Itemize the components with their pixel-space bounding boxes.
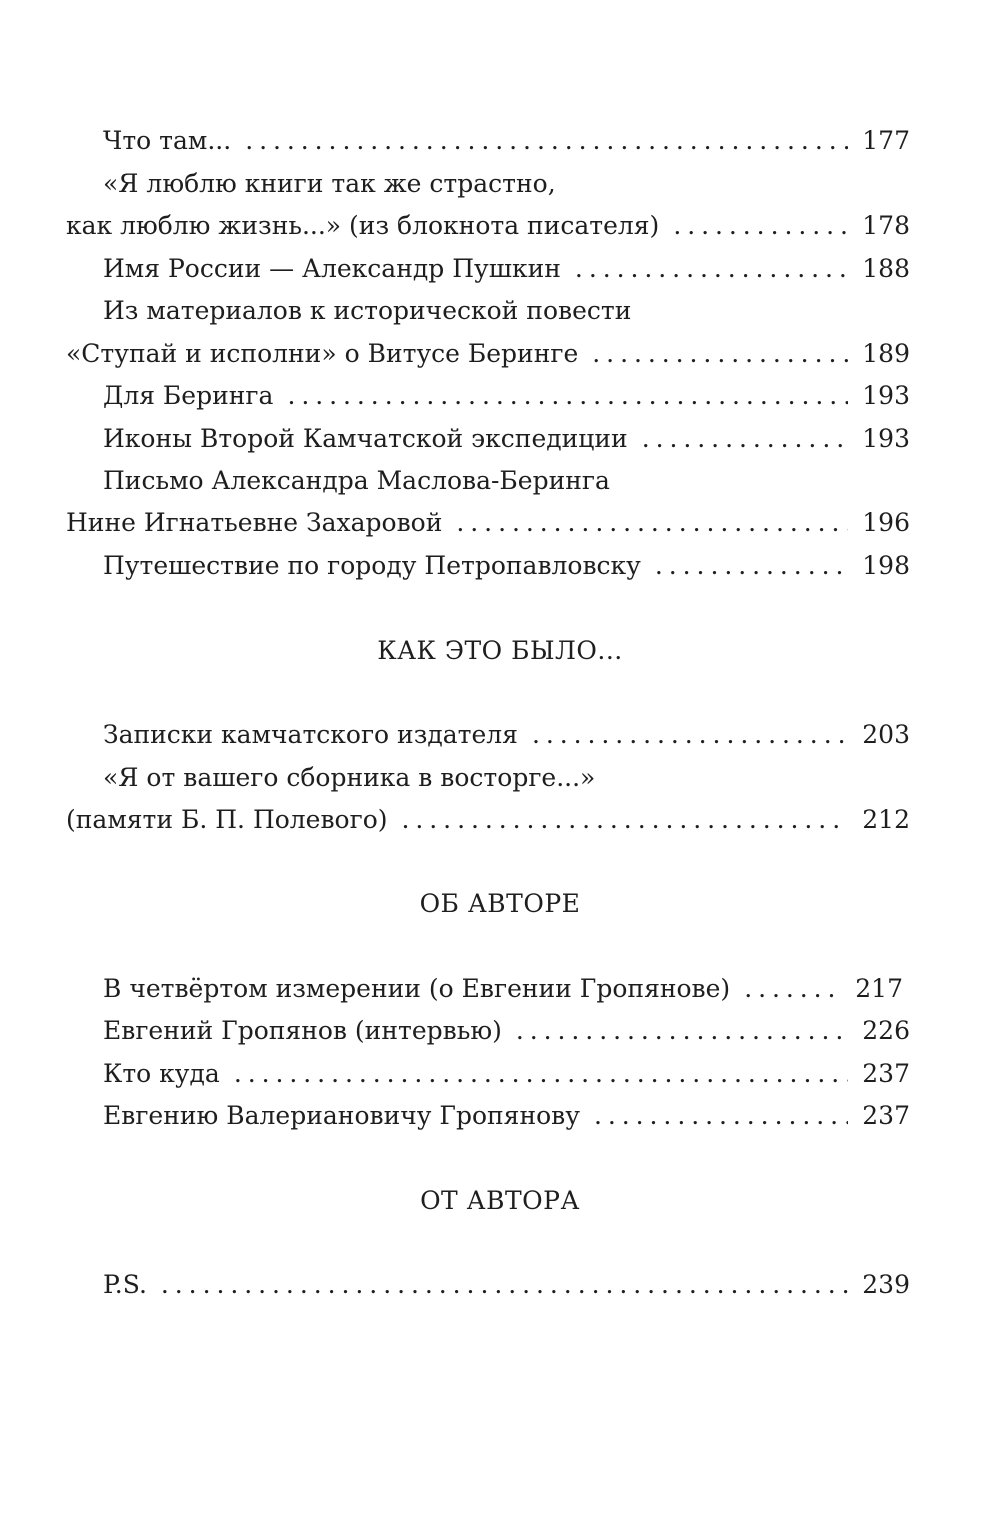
toc-entry-title: Кто куда xyxy=(103,1059,220,1088)
leader-dots xyxy=(516,1010,848,1052)
toc-entry[interactable] xyxy=(0,968,1000,1010)
toc-entry-title: В четвёртом измерении (о Евгении Гропянове) xyxy=(103,974,731,1003)
toc-entry-title-line1[interactable]: «Я от вашего сборника в восторге...» xyxy=(103,763,596,792)
toc-entry-title-line2: Нине Игнатьевне Захаровой xyxy=(66,508,443,537)
leader-dots xyxy=(456,502,848,544)
toc-entry-page: 177 xyxy=(862,126,910,155)
leader-dots xyxy=(575,248,848,290)
toc-entry[interactable] xyxy=(0,1010,1000,1052)
toc-entry-page: 237 xyxy=(862,1101,910,1130)
toc-entry-page: 198 xyxy=(862,551,910,580)
toc-entry-title: Записки камчатского издателя xyxy=(103,720,518,749)
toc-entry-title-line2: как люблю жизнь...» (из блокнота писателя) xyxy=(66,211,660,240)
toc-entry-title: Евгений Гропянов (интервью) xyxy=(103,1016,502,1045)
section-heading: ОБ АВТОРЕ xyxy=(419,889,581,918)
toc-entry-page: 212 xyxy=(862,805,910,834)
toc-entry[interactable] xyxy=(0,714,1000,756)
leader-dots xyxy=(402,799,849,841)
section-heading: КАК ЭТО БЫЛО... xyxy=(377,636,623,665)
toc-entry[interactable] xyxy=(0,205,1000,247)
leader-dots xyxy=(245,120,848,162)
toc-entry-title: Путешествие по городу Петропавловску xyxy=(103,551,641,580)
toc-entry-title: P.S. xyxy=(103,1270,147,1299)
toc-entry-page: 178 xyxy=(862,211,910,240)
toc-entry-page: 203 xyxy=(862,720,910,749)
leader-dots xyxy=(161,1264,848,1306)
leader-dots xyxy=(655,545,848,587)
toc-entry-title: Что там... xyxy=(103,126,232,155)
leader-dots xyxy=(532,714,848,756)
leader-dots xyxy=(594,1095,848,1137)
toc-entry[interactable] xyxy=(0,1264,1000,1306)
toc-entry-page: 239 xyxy=(862,1270,910,1299)
toc-entry[interactable] xyxy=(0,502,1000,544)
toc-entry[interactable] xyxy=(0,418,1000,460)
toc-entry-title: Иконы Второй Камчатской экспедиции xyxy=(103,424,628,453)
toc-entry-title-line2: (памяти Б. П. Полевого) xyxy=(66,805,388,834)
toc-entry-page: 217 xyxy=(855,974,903,1003)
toc-entry-title-line2: «Ступай и исполни» о Витусе Беринге xyxy=(66,339,579,368)
leader-dots xyxy=(673,205,848,247)
section-heading: ОТ АВТОРА xyxy=(420,1186,580,1215)
toc-entry-page: 188 xyxy=(862,254,910,283)
leader-dots xyxy=(287,375,848,417)
toc-entry-page: 193 xyxy=(862,381,910,410)
toc-entry-title: Евгению Валериановичу Гропянову xyxy=(103,1101,580,1130)
leader-dots xyxy=(744,968,841,1010)
toc-entry[interactable] xyxy=(0,248,1000,290)
toc-entry[interactable] xyxy=(0,333,1000,375)
toc-entry-title: Имя России — Александр Пушкин xyxy=(103,254,561,283)
toc-entry-page: 193 xyxy=(862,424,910,453)
toc-entry-page: 237 xyxy=(862,1059,910,1088)
toc-entry-page: 226 xyxy=(862,1016,910,1045)
toc-entry-title-line1[interactable]: Из материалов к исторической повести xyxy=(103,296,632,325)
toc-entry[interactable] xyxy=(0,799,1000,841)
toc-entry-title: Для Беринга xyxy=(103,381,274,410)
leader-dots xyxy=(592,333,848,375)
toc-entry[interactable] xyxy=(0,1095,1000,1137)
leader-dots xyxy=(642,418,849,460)
toc-entry[interactable] xyxy=(0,545,1000,587)
leader-dots xyxy=(234,1053,848,1095)
toc-entry-page: 189 xyxy=(862,339,910,368)
toc-entry[interactable] xyxy=(0,375,1000,417)
toc-entry[interactable] xyxy=(0,1053,1000,1095)
toc-entry-page: 196 xyxy=(862,508,910,537)
toc-entry-title-line1[interactable]: «Я люблю книги так же страстно, xyxy=(103,169,556,198)
toc-entry-title-line1[interactable]: Письмо Александра Маслова-Беринга xyxy=(103,466,610,495)
toc-entry[interactable] xyxy=(0,120,1000,162)
